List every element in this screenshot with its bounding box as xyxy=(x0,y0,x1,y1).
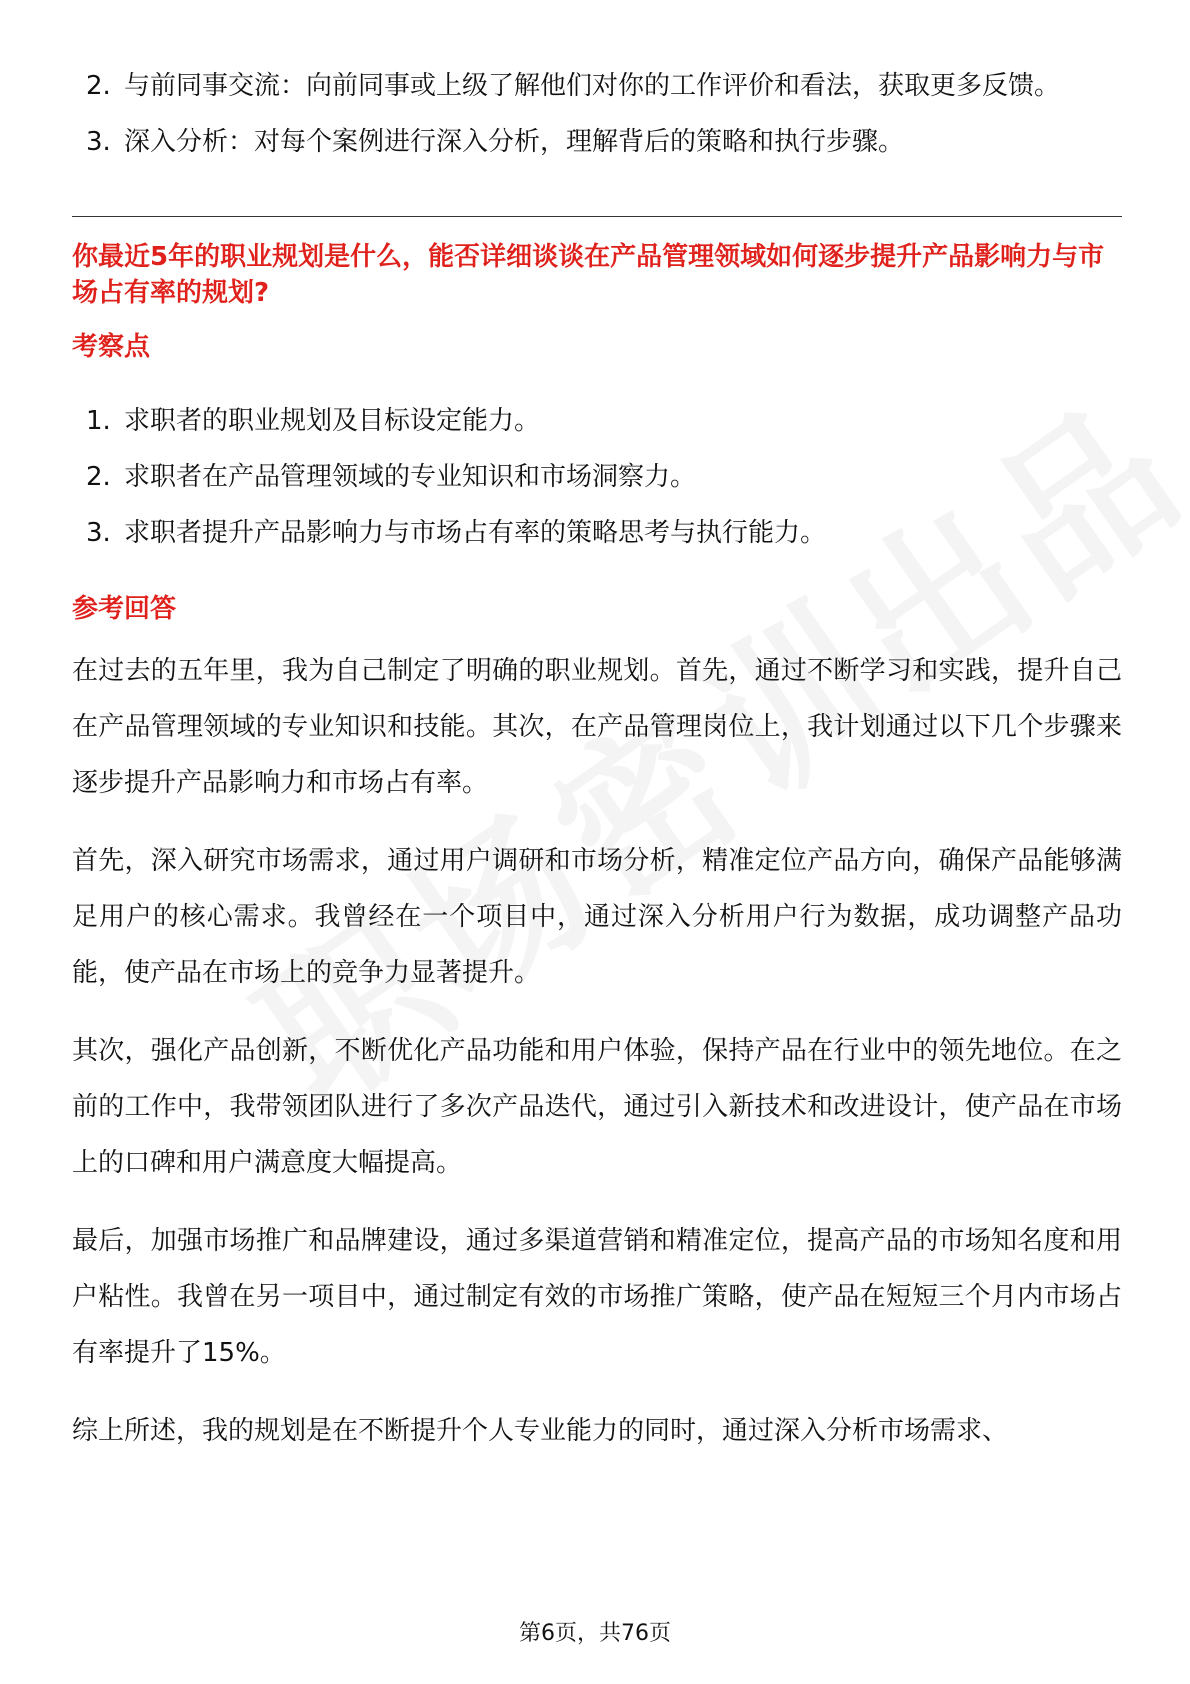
list-item-text: 求职者在产品管理领域的专业知识和市场洞察力。 xyxy=(124,462,697,492)
list-item xyxy=(72,393,1122,449)
section-divider xyxy=(72,216,1122,217)
list-item xyxy=(72,114,1122,170)
list-item xyxy=(72,58,1122,114)
previous-question-list xyxy=(72,58,1122,170)
list-item-number: 2. xyxy=(86,71,111,101)
list-item xyxy=(72,505,1122,561)
answer-paragraph: 综上所述，我的规划是在不断提升个人专业能力的同时，通过深入分析市场需求、 xyxy=(72,1416,1009,1446)
answer-heading: 参考回答 xyxy=(72,594,177,624)
list-item-number: 3. xyxy=(86,518,111,548)
page-content xyxy=(72,58,1122,1459)
answer-paragraph: 最后，加强市场推广和品牌建设，通过多渠道营销和精准定位，提高产品的市场知名度和用户粘性。我曾在另一项目中，通过制定有效的市场推广策略，使产品在短短三个月内市场占有率提升了15%。 xyxy=(72,1226,1122,1368)
assessment-heading: 考察点 xyxy=(72,332,151,362)
page-number: 第6页，共76页 xyxy=(519,1621,671,1646)
answer-paragraph: 在过去的五年里，我为自己制定了明确的职业规划。首先，通过不断学习和实践，提升自己在产品管理领域的专业知识和技能。其次，在产品管理岗位上，我计划通过以下几个步骤来逐步提升产品影响力和市场占有率。 xyxy=(72,656,1122,798)
list-item-text: 与前同事交流：向前同事或上级了解他们对你的工作评价和看法，获取更多反馈。 xyxy=(124,71,1061,101)
interview-question: 你最近5年的职业规划是什么，能否详细谈谈在产品管理领域如何逐步提升产品影响力与市场占有率的规划? xyxy=(72,242,1105,308)
answer-paragraph: 其次，强化产品创新，不断优化产品功能和用户体验，保持产品在行业中的领先地位。在之前的工作中，我带领团队进行了多次产品迭代，通过引入新技术和改进设计，使产品在市场上的口碑和用户满意度大幅提高。 xyxy=(72,1036,1122,1178)
list-item-text: 深入分析：对每个案例进行深入分析，理解背后的策略和执行步骤。 xyxy=(124,127,905,157)
list-item-number: 2. xyxy=(86,462,111,492)
list-item xyxy=(72,449,1122,505)
answer-paragraph: 首先，深入研究市场需求，通过用户调研和市场分析，精准定位产品方向，确保产品能够满足用户的核心需求。我曾经在一个项目中，通过深入分析用户行为数据，成功调整产品功能，使产品在市场上的竞争力显著提升。 xyxy=(72,846,1122,988)
list-item-text: 求职者的职业规划及目标设定能力。 xyxy=(124,406,541,436)
list-item-number: 3. xyxy=(86,127,111,157)
list-item-text: 求职者提升产品影响力与市场占有率的策略思考与执行能力。 xyxy=(124,518,827,548)
list-item-number: 1. xyxy=(86,406,111,436)
assessment-list xyxy=(72,393,1122,561)
